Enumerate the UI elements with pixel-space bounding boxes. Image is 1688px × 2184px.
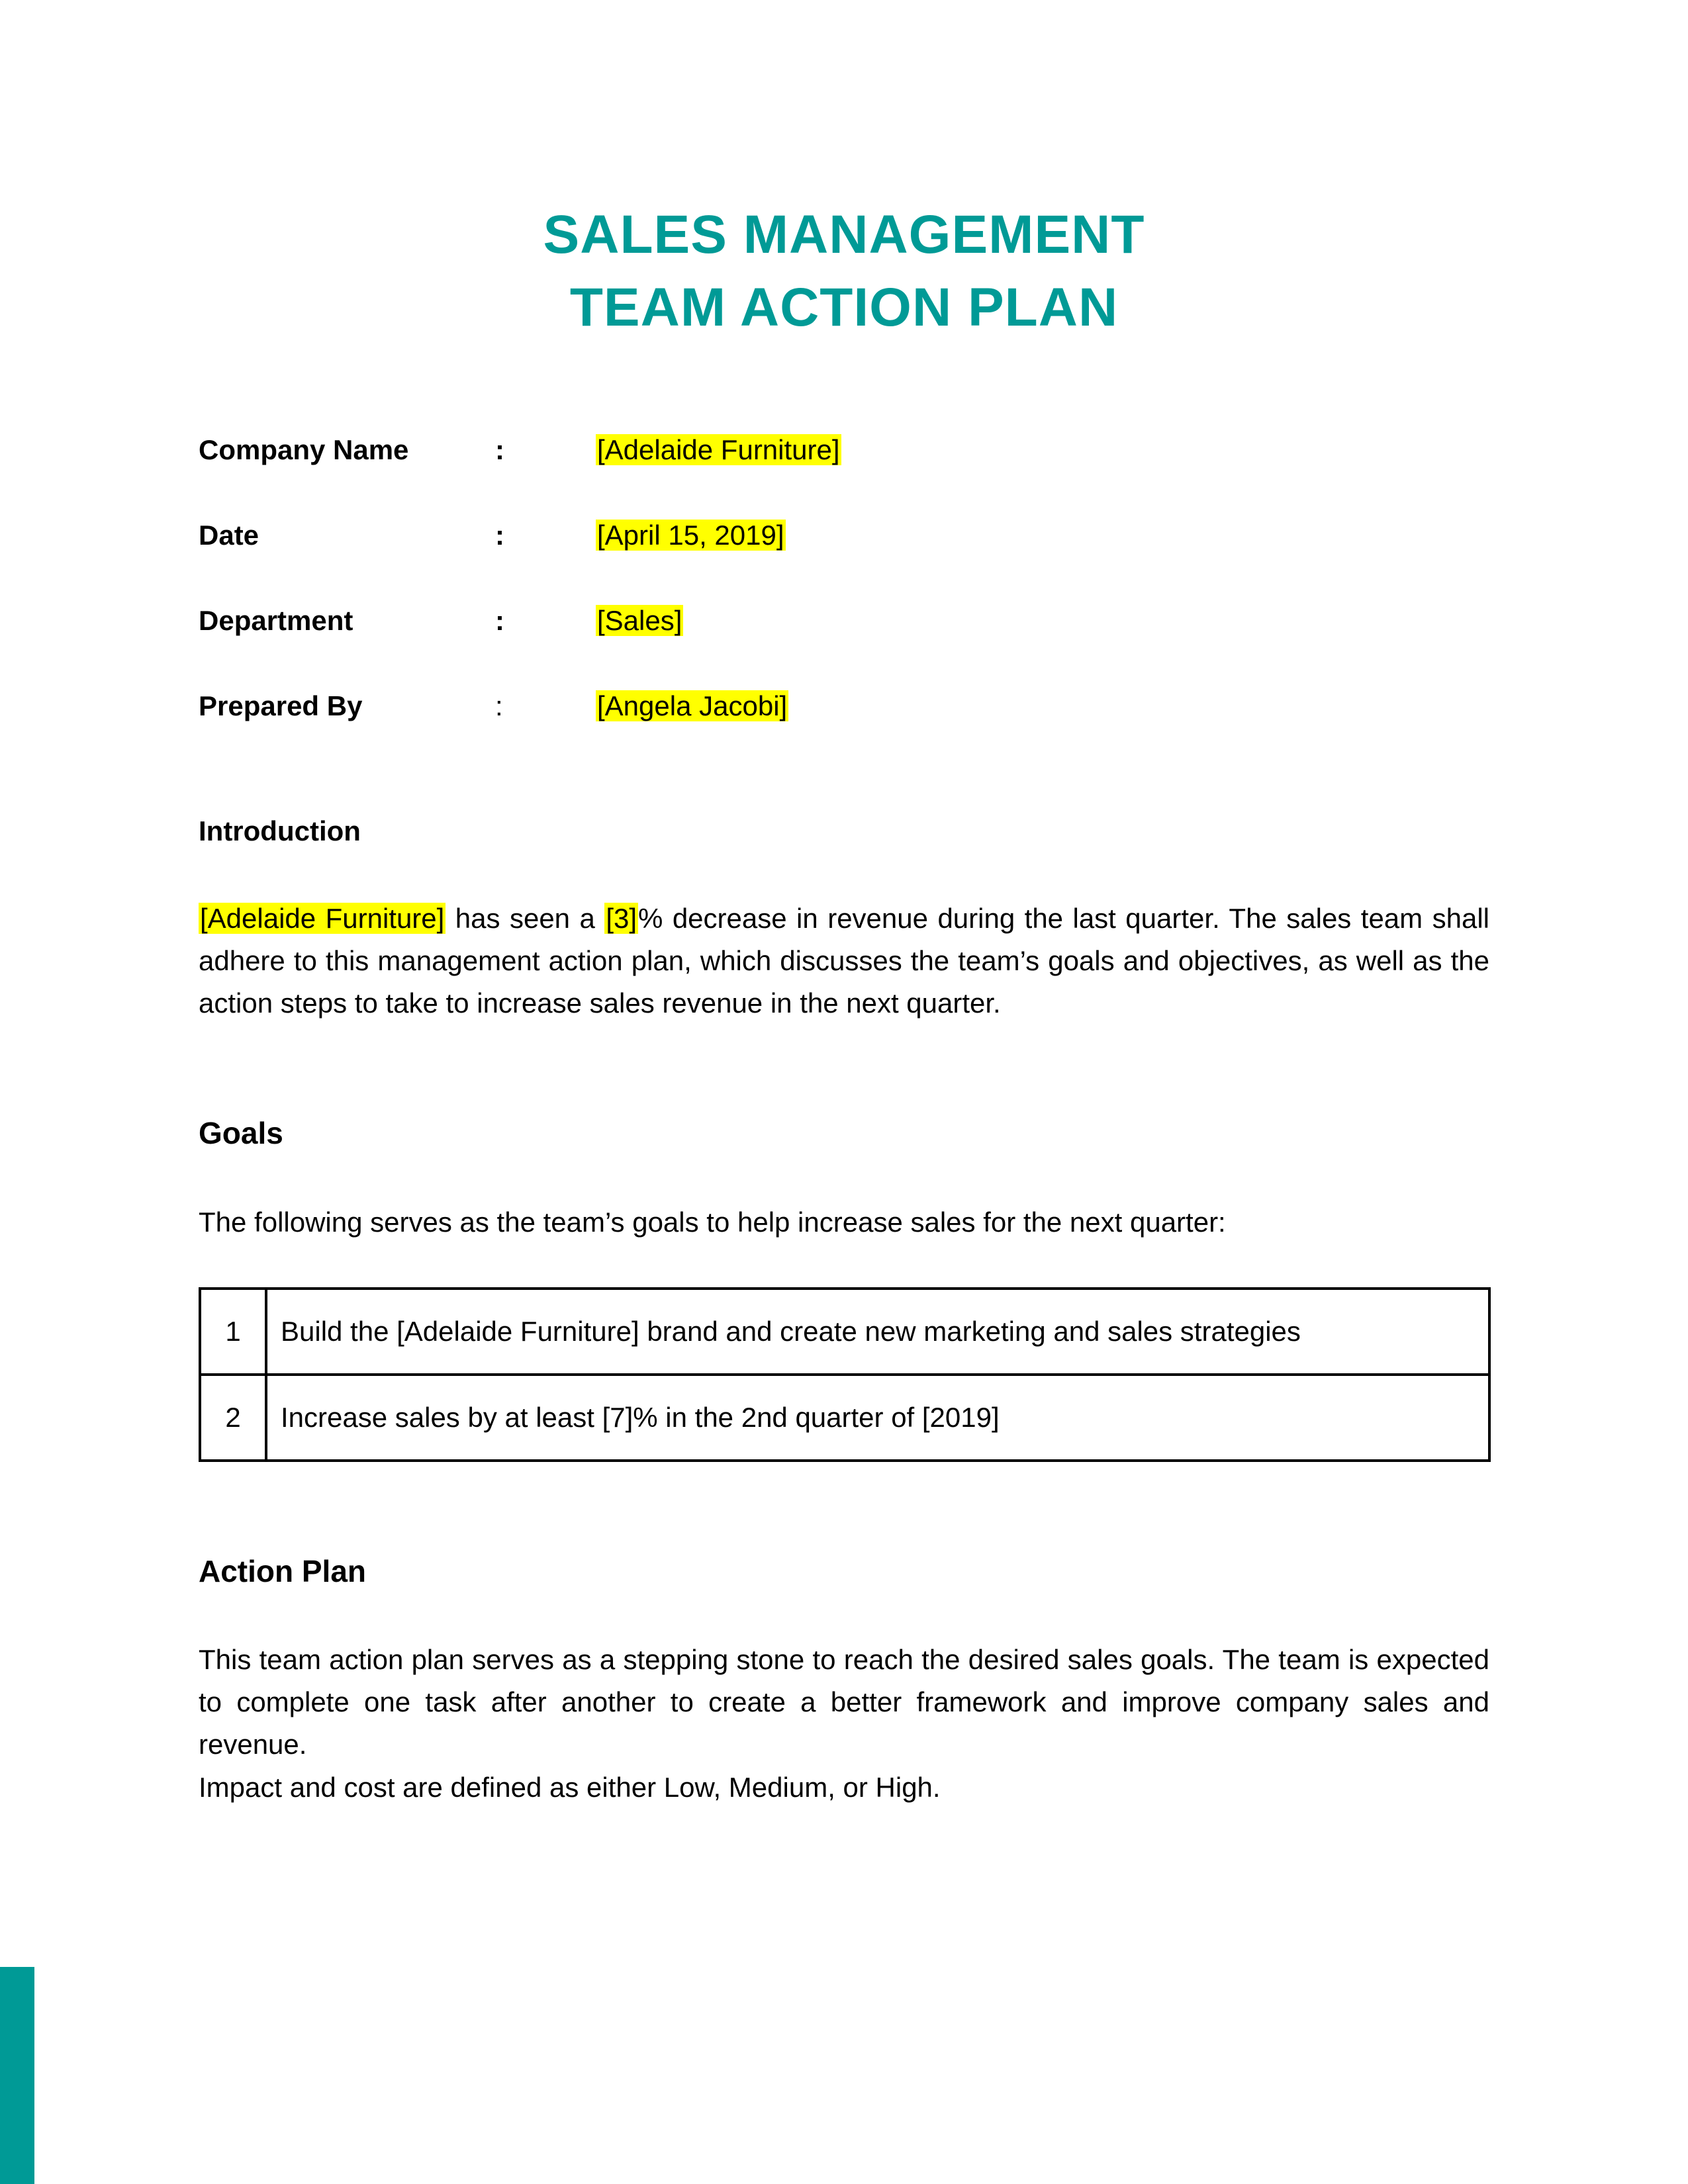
goals-intro: The following serves as the team’s goals to help increase sales for the next quarter: (199, 1206, 1226, 1238)
impact-cost-paragraph: Impact and cost are defined as either Low, Medium, or High. (199, 1772, 941, 1803)
highlighted-value: [April 15, 2019] (597, 520, 784, 551)
table-row (200, 1289, 1489, 1375)
title-line-2: TEAM ACTION PLAN (569, 277, 1119, 338)
goal-number: 2 (200, 1375, 266, 1461)
document-title (0, 199, 1688, 344)
accent-side-bar (0, 1967, 34, 2184)
goal-text: Build the [Adelaide Furniture] brand and create new marketing and sales strategies (266, 1289, 1489, 1375)
meta-colon: : (495, 520, 504, 551)
goals-heading: Goals (199, 1116, 283, 1150)
meta-label: Date (199, 520, 259, 551)
meta-value (596, 427, 841, 473)
highlighted-company: [Adelaide Furniture] (200, 903, 445, 934)
goal-number: 1 (200, 1289, 266, 1375)
introduction-paragraph (199, 897, 1489, 1024)
table-row (200, 1375, 1489, 1461)
highlighted-value: [Angela Jacobi] (597, 690, 788, 721)
goals-table (199, 1287, 1491, 1462)
meta-label: Department (199, 605, 353, 636)
action-plan-paragraph: This team action plan serves as a stepping stone to reach the desired sales goals. The team is expected to complete one task after another to create a better framework and improve company sales and revenue. (199, 1644, 1489, 1760)
highlighted-value: [Adelaide Furniture] (597, 434, 840, 465)
meta-colon: : (495, 690, 503, 721)
meta-value (596, 512, 786, 559)
meta-value (596, 683, 788, 729)
title-line-1: SALES MANAGEMENT (543, 205, 1145, 265)
highlighted-value: [Sales] (597, 605, 682, 636)
meta-colon: : (495, 434, 504, 465)
meta-colon: : (495, 605, 504, 636)
meta-label: Company Name (199, 434, 409, 465)
intro-text: % decrease in revenue during the last quarter. The sales team shall adhere to this management action plan, which discusses the team’s goals and objectives, as well as the action steps to take to increase sales revenue in the next quarter. (199, 903, 1489, 1019)
introduction-heading: Introduction (199, 815, 361, 846)
goal-text: Increase sales by at least [7]% in the 2nd quarter of [2019] (266, 1375, 1489, 1461)
meta-value (596, 598, 683, 644)
highlighted-percent: [3] (606, 903, 637, 934)
intro-text: has seen a (445, 903, 605, 934)
action-plan-heading: Action Plan (199, 1554, 367, 1588)
meta-label: Prepared By (199, 690, 363, 721)
